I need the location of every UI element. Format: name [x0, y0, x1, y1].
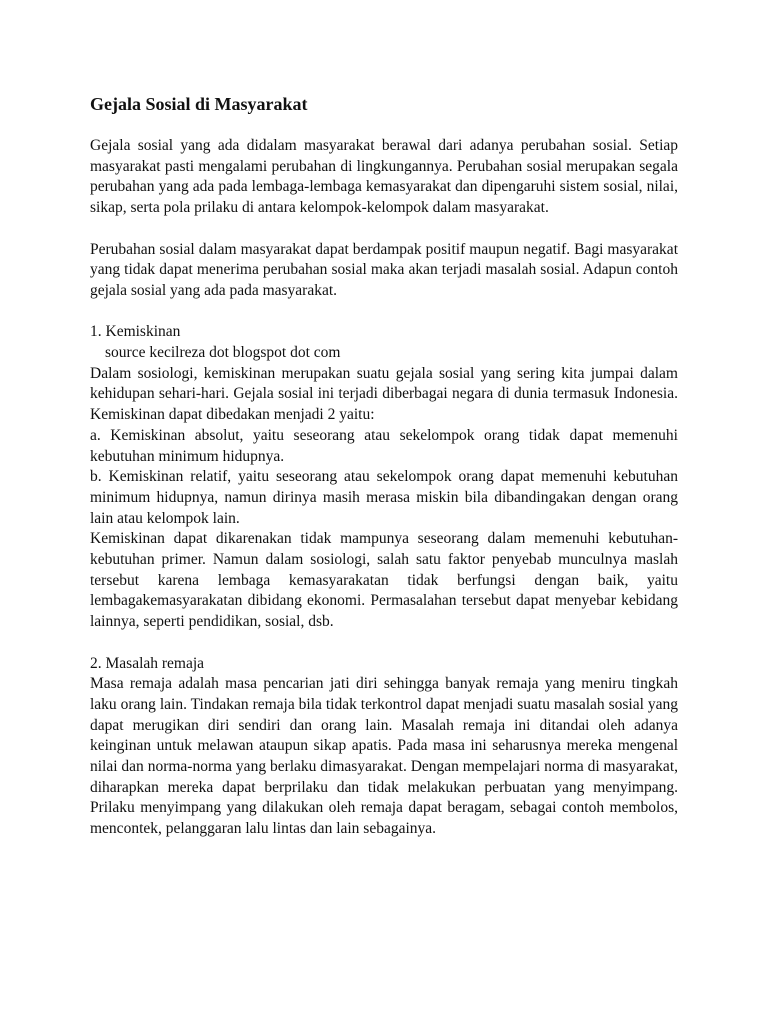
document-title: Gejala Sosial di Masyarakat: [90, 94, 308, 114]
masalah-remaja-body: Masa remaja adalah masa pencarian jati diri sehingga banyak remaja yang meniru tingkah laku orang lain. Tindakan remaja bila tidak terkontrol dapat menjadi suatu masalah sosial yang dapat merugikan diri sendiri dan orang lain. Masalah remaja ini ditandai oleh adanya keinginan untuk melawan ataupun sikap apatis. Pada masa ini seharusnya mereka mengenal nilai dan norma-norma yang berlaku dimasyarakat. Dengan mempelajari norma di masyarakat, diharapkan mereka dapat berprilaku dan tidak melakukan perbuatan yang menyimpang. Prilaku menyimpang yang dilakukan oleh remaja dapat beragam, sebagai contoh membolos, mencontek, pelanggaran lalu lintas dan lain sebagainya.: [90, 675, 678, 838]
section-spacer: [90, 633, 678, 654]
kemiskinan-item-a: a. Kemiskinan absolut, yaitu seseorang atau sekelompok orang tidak dapat memenuhi kebutuhan minimum hidupnya.: [90, 426, 678, 465]
section-heading-masalah-remaja: 2. Masalah remaja: [90, 654, 205, 672]
section-kemiskinan: [90, 322, 678, 633]
source-note: source kecilreza dot blogspot dot com: [105, 344, 341, 361]
document-content: [90, 92, 678, 840]
kemiskinan-item-b: b. Kemiskinan relatif, yaitu seseorang atau sekelompok orang dapat memenuhi kebutuhan minimum hidupnya, namun dirinya masih merasa miskin bila dibandingakan dengan orang lain atau kelompok lain.: [90, 468, 678, 527]
section-heading-kemiskinan: 1. Kemiskinan: [90, 323, 181, 341]
section-masalah-remaja: [90, 654, 678, 840]
intro-paragraph: Gejala sosial yang ada didalam masyarakat berawal dari adanya perubahan sosial. Setiap masyarakat pasti mengalami perubahan di lingkungannya. Perubahan sosial merupakan segala perubahan yang ada pada lembaga-lembaga kemasyarakat dan dipengaruhi sistem sosial, nilai, sikap, serta pola prilaku di antara kelompok-kelompok dalam masyarakat.: [90, 137, 678, 217]
second-paragraph: Perubahan sosial dalam masyarakat dapat berdampak positif maupun negatif. Bagi masyarakat yang tidak dapat menerima perubahan sosial maka akan terjadi masalah sosial. Adapun contoh gejala sosial yang ada pada masyarakat.: [90, 240, 678, 299]
kemiskinan-body: Dalam sosiologi, kemiskinan merupakan suatu gejala sosial yang sering kita jumpai dalam kehidupan sehari-hari. Gejala sosial ini terjadi diberbagai negara di dunia termasuk Indonesia. Kemiskinan dapat dibedakan menjadi 2 yaitu:: [90, 364, 678, 424]
kemiskinan-closing: Kemiskinan dapat dikarenakan tidak mampunya seseorang dalam memenuhi kebutuhan-kebutuhan primer. Namun dalam sosiologi, salah satu faktor penyebab munculnya maslah tersebut karena lembaga kemasyarakatan tidak berfungsi dengan baik, yaitu lembagakemasyarakatan dibidang ekonomi. Permasalahan tersebut dapat menyebar kebidang lainnya, seperti pendidikan, sosial, dsb.: [90, 530, 678, 631]
